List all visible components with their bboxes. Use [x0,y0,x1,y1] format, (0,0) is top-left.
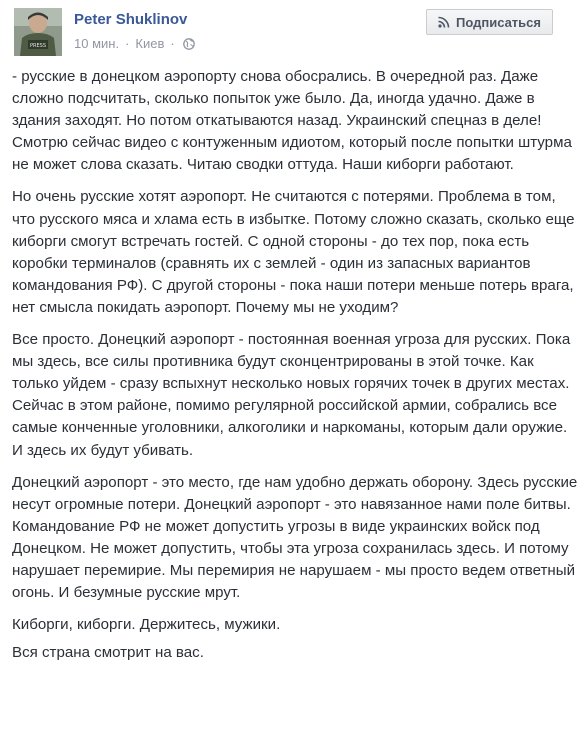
post-paragraph: Донецкий аэропорт - это место, где нам удобно держать оборону. Здесь русские несут огромные потери. Донецкий аэропорт - это навязанное нами поле битвы. Командование РФ не может допустить угрозы в виде украинских войск под Донецком. Не может допустить, чтобы эта угроза сохранилась здесь. И потому нарушает перемирие. Мы перемирия не нарушаем - мы просто ведем ответный огонь. И безумные русские мрут. [12,473,578,602]
meta-separator: · [170,36,175,51]
post-paragraph: Все просто. Донецкий аэропорт - постоянная военная угроза для русских. Пока мы здесь, все силы противника будут сконцентрированы в этой точке. Как только уйдем - сразу вспыхнут несколько новых горячих точек в других местах. Сейчас в этом районе, помимо регулярной российской армии, собрались все самые конченные уголовники, алкоголики и наркоманы, которым дали оружие. И здесь их будут убивать. [12,331,571,459]
subscribe-label: Подписаться [455,14,541,30]
post-paragraph: Киборги, киборги. Держитесь, мужики. [12,616,281,634]
globe-icon[interactable] [183,38,195,50]
post-paragraph: Но очень русские хотят аэропорт. Не считаются с потерями. Проблема в том, что русского мяса и хлама есть в избытке. Потому сложно сказать, сколько еще киборги смогут встречать гостей. С одной стороны - до тех пор, пока есть коробки терминалов (сравнять их с землей - один из запасных вариантов командования РФ). С другой стороны - пока наши потери меньше потерь врага, нет смысла покидать аэропорт. Почему мы не уходим? [12,188,575,316]
post-location[interactable]: Киев [135,36,165,51]
avatar-photo [14,8,62,56]
meta-separator: · [125,36,130,51]
post-paragraph: Вся страна смотрит на вас. [12,644,204,662]
post-time[interactable]: 10 мин. [74,36,120,51]
avatar[interactable] [14,8,62,56]
post-paragraph: - русские в донецком аэропорту снова обосрались. В очередной раз. Даже сложно подсчитать, сколько попыток уже было. Да, иногда удачно. Даже в здания заходят. Но потом откатываются назад. Украинский спецназ в деле! Смотрю сейчас видео с контуженным идиотом, который после попытки штурма не может слова сказать. Читаю сводки оттуда. Наши киборги работают. [12,68,572,174]
post-body [12,66,582,670]
avatar-badge-text: PRESS [30,43,46,49]
post-meta [74,36,195,51]
author-name[interactable]: Peter Shuklinov [74,11,188,28]
rss-icon [438,16,450,28]
post-header [0,0,586,62]
subscribe-button[interactable] [426,9,553,35]
